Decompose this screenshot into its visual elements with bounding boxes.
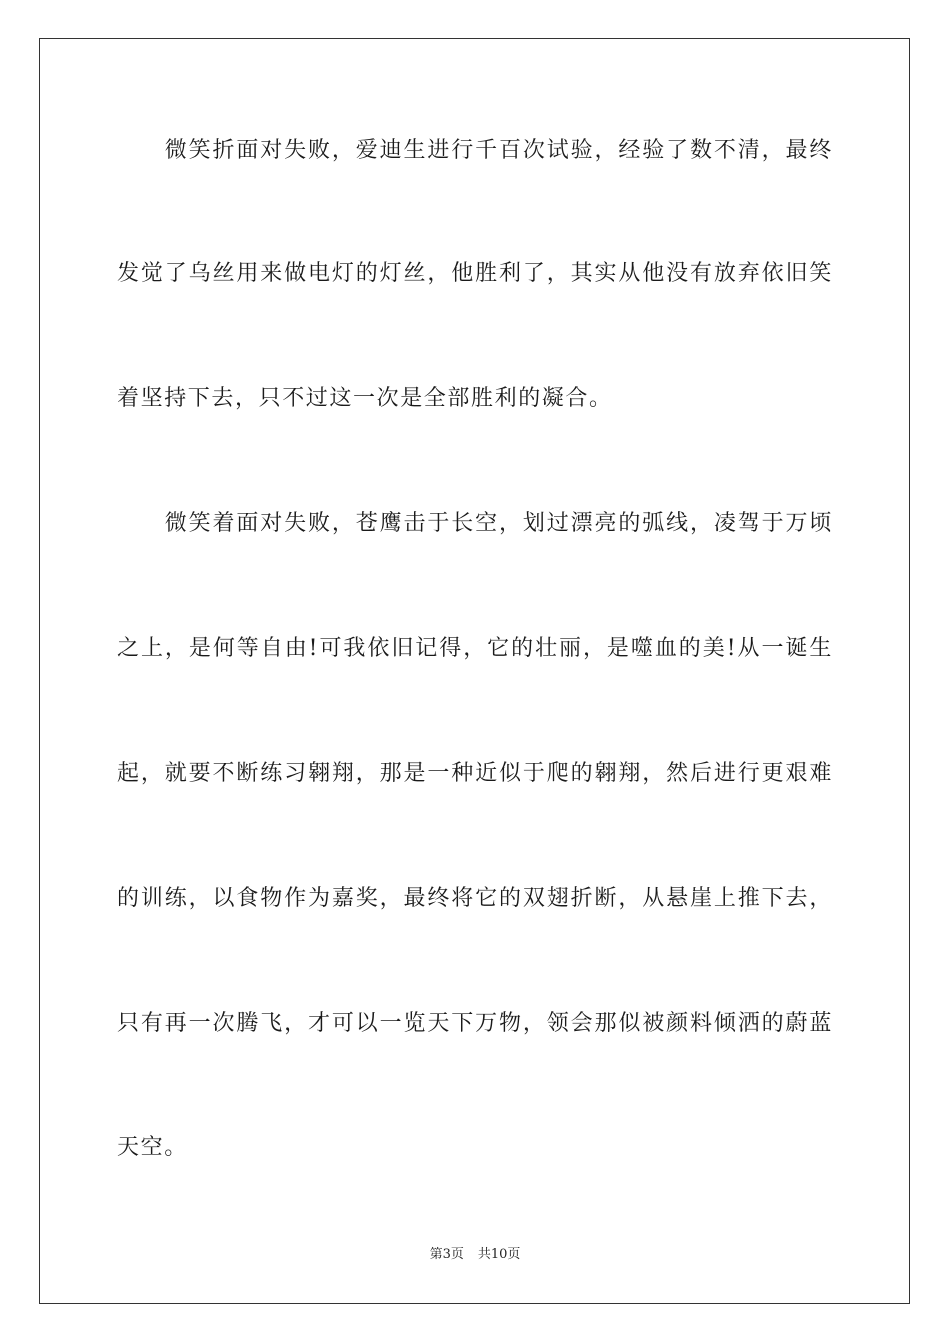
text-line: 着坚持下去，只不过这一次是全部胜利的凝合。 <box>117 386 613 411</box>
page-total: 共10页 <box>477 1247 521 1262</box>
page-number: 第3页 <box>429 1247 464 1262</box>
text-line: 微笑折面对失败，爱迪生进行千百次试验，经验了数不清，最终 <box>117 138 833 163</box>
text-line: 天空。 <box>117 1135 188 1160</box>
page-footer <box>0 1246 950 1264</box>
text-line: 起，就要不断练习翱翔，那是一种近似于爬的翱翔，然后进行更艰难 <box>117 761 833 786</box>
text-line: 的训练，以食物作为嘉奖，最终将它的双翅折断，从悬崖上推下去， <box>117 886 833 911</box>
page-border <box>39 38 910 1304</box>
text-line: 之上，是何等自由!可我依旧记得，它的壮丽，是噬血的美!从一诞生 <box>117 636 833 661</box>
text-line: 只有再一次腾飞，才可以一览天下万物，领会那似被颜料倾洒的蔚蓝 <box>117 1011 833 1036</box>
text-line: 微笑着面对失败，苍鹰击于长空，划过漂亮的弧线，凌驾于万顷 <box>117 511 833 536</box>
text-line: 发觉了乌丝用来做电灯的灯丝，他胜利了，其实从他没有放弃依旧笑 <box>117 261 833 286</box>
